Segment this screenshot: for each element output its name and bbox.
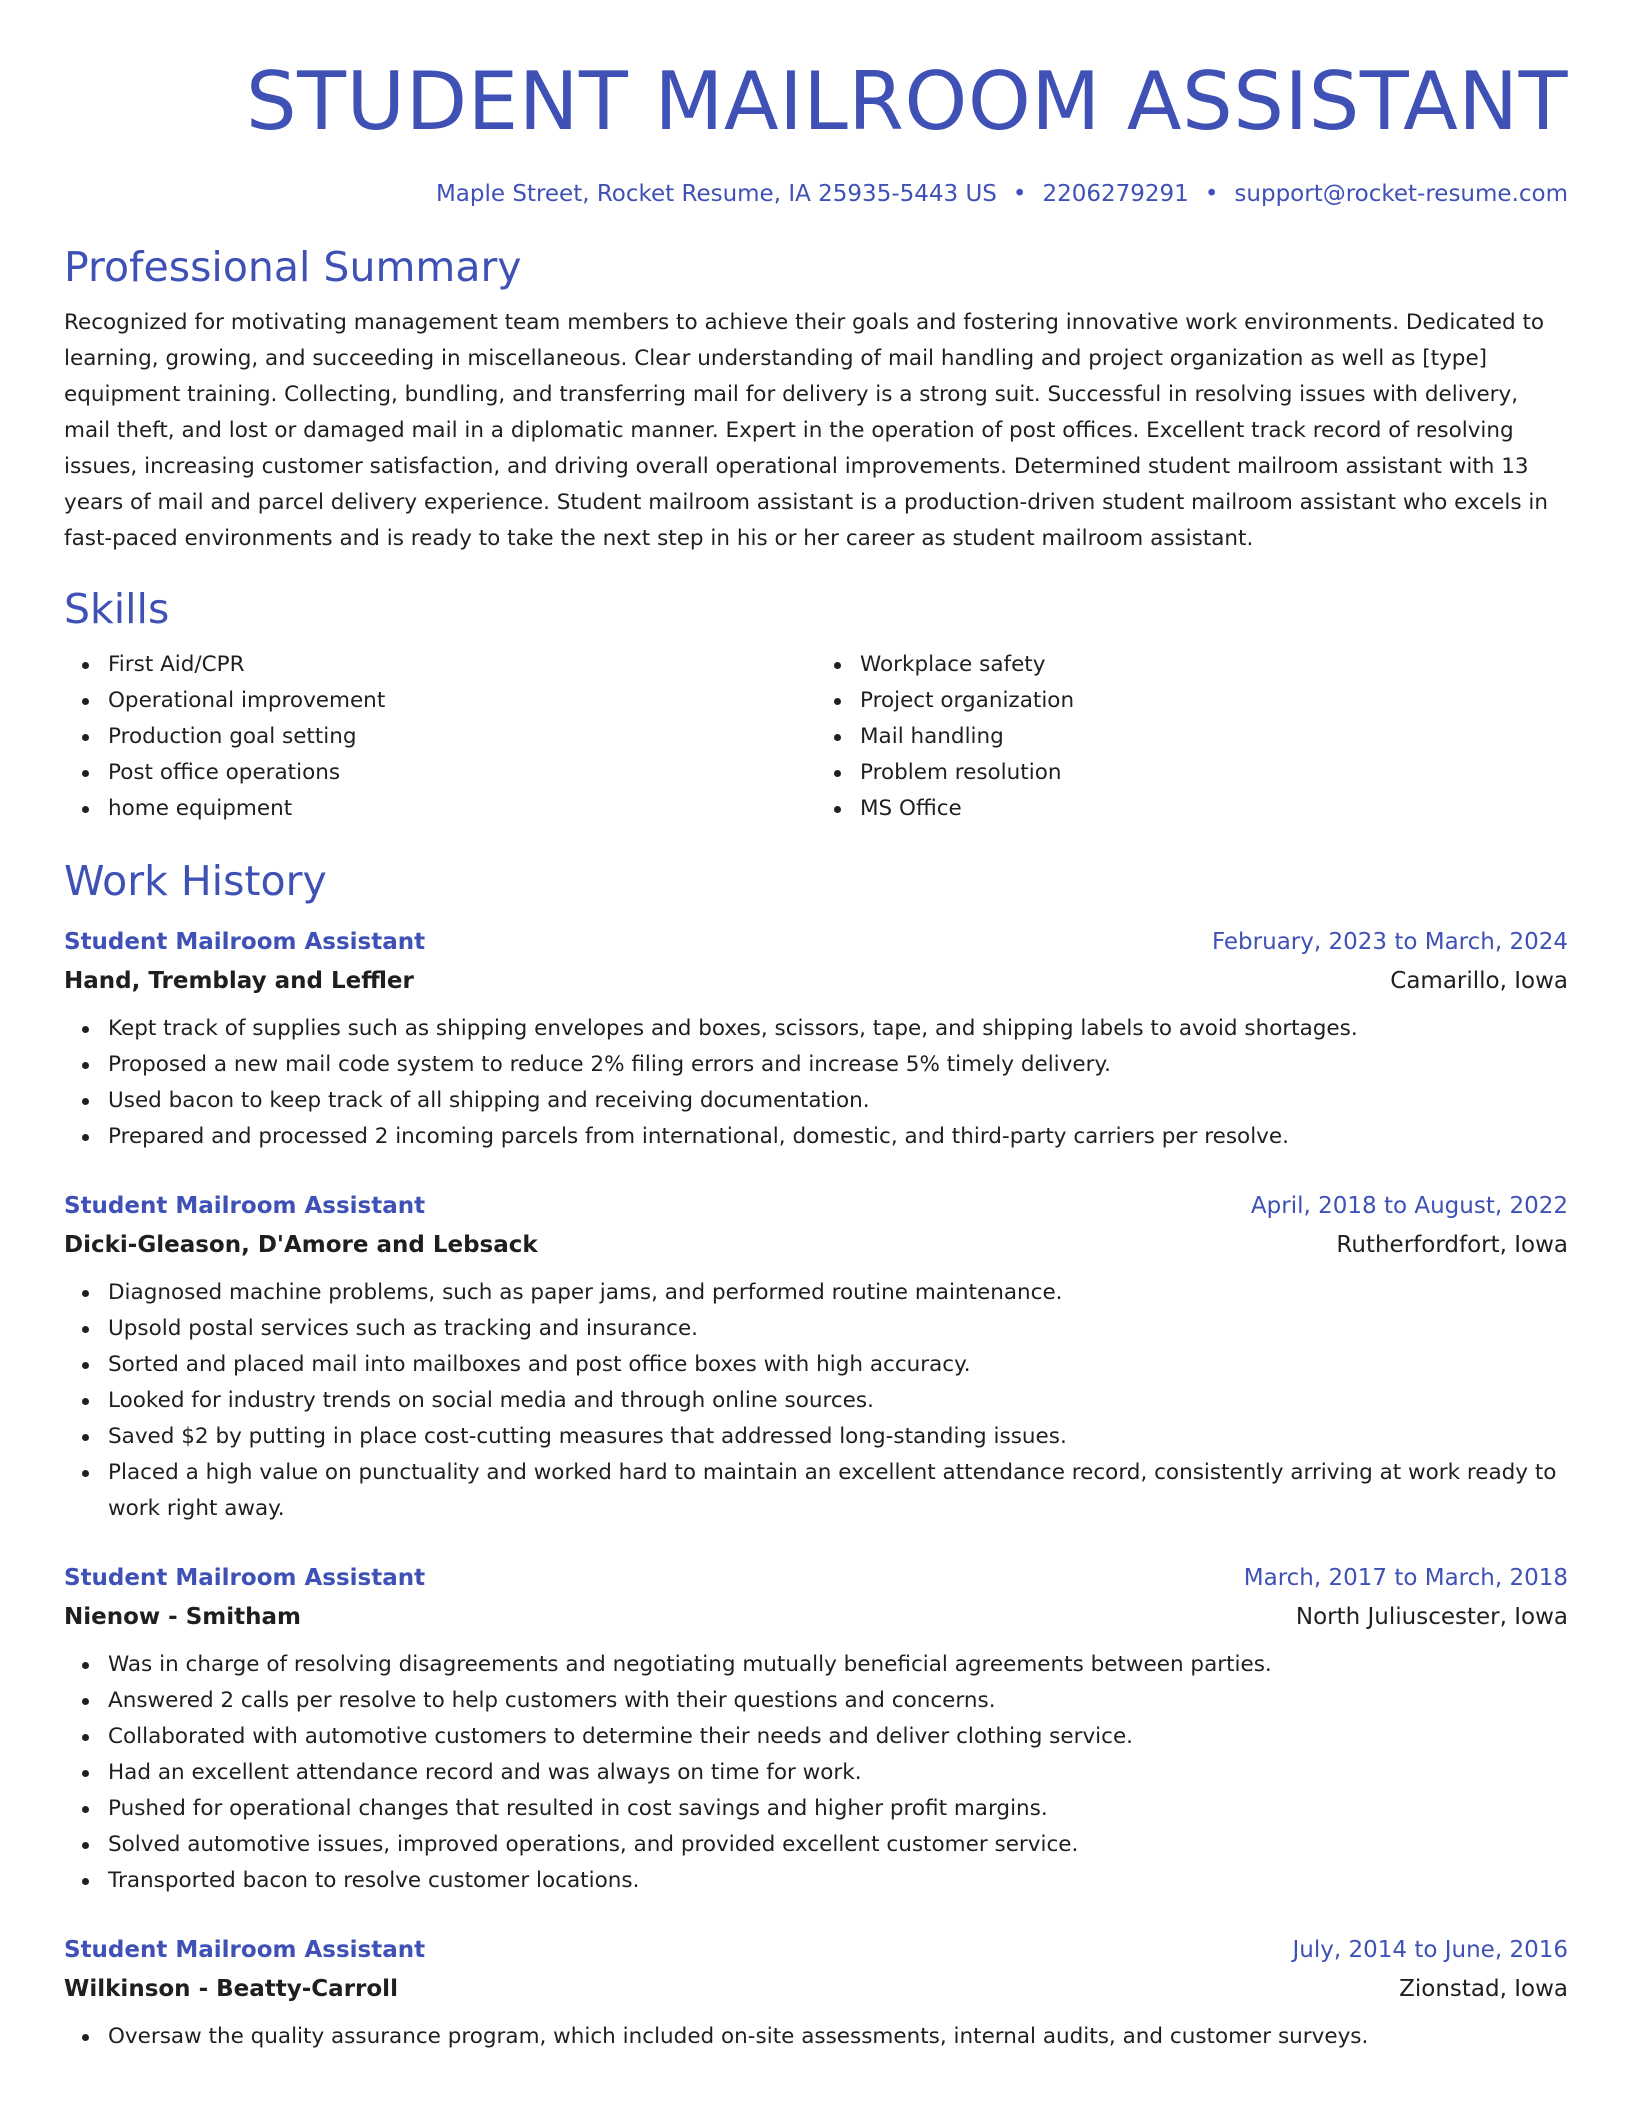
skill-item: Operational improvement xyxy=(108,683,816,719)
job-header-row xyxy=(64,1931,1568,1969)
job-entry xyxy=(64,1559,1568,1899)
job-bullet: Used bacon to keep track of all shipping and receiving documentation. xyxy=(108,1083,1568,1119)
job-company-row xyxy=(64,1969,1568,2009)
job-company: Hand, Tremblay and Leffler xyxy=(64,968,414,994)
job-title: Student Mailroom Assistant xyxy=(64,929,426,955)
job-bullets xyxy=(64,1011,1568,1155)
job-title: Student Mailroom Assistant xyxy=(64,1193,426,1219)
job-header-row xyxy=(64,923,1568,961)
job-bullet: Had an excellent attendance record and was always on time for work. xyxy=(108,1755,1568,1791)
job-bullet: Diagnosed machine problems, such as paper jams, and performed routine maintenance. xyxy=(108,1275,1568,1311)
contact-line xyxy=(64,177,1568,211)
job-entry xyxy=(64,923,1568,1155)
job-company: Wilkinson - Beatty-Carroll xyxy=(64,1976,398,2002)
skill-item: MS Office xyxy=(860,791,1568,827)
job-bullets xyxy=(64,1647,1568,1899)
skill-item: Problem resolution xyxy=(860,755,1568,791)
skills-column-left xyxy=(64,647,816,827)
job-bullets xyxy=(64,1275,1568,1527)
contact-email[interactable]: support@rocket-resume.com xyxy=(1234,181,1568,207)
job-company-row xyxy=(64,961,1568,1001)
job-bullet: Answered 2 calls per resolve to help customers with their questions and concerns. xyxy=(108,1683,1568,1719)
job-company: Nienow - Smitham xyxy=(64,1604,301,1630)
job-location: North Juliuscester, Iowa xyxy=(1295,1604,1568,1630)
skill-item: Mail handling xyxy=(860,719,1568,755)
job-header-row xyxy=(64,1187,1568,1225)
job-bullet: Upsold postal services such as tracking and insurance. xyxy=(108,1311,1568,1347)
job-company: Dicki-Gleason, D'Amore and Lebsack xyxy=(64,1232,538,1258)
skills-list xyxy=(64,647,1568,827)
job-title: Student Mailroom Assistant xyxy=(64,1937,426,1963)
contact-phone: 2206279291 xyxy=(1042,181,1189,207)
job-bullet: Sorted and placed mail into mailboxes and post office boxes with high accuracy. xyxy=(108,1347,1568,1383)
contact-separator: • xyxy=(1012,181,1027,207)
work-history-heading: Work History xyxy=(64,857,327,905)
job-bullet: Looked for industry trends on social media and through online sources. xyxy=(108,1383,1568,1419)
skill-item: Project organization xyxy=(860,683,1568,719)
job-bullet: Oversaw the quality assurance program, which included on-site assessments, internal audits, and customer surveys. xyxy=(108,2019,1568,2055)
job-bullet: Pushed for operational changes that resulted in cost savings and higher profit margins. xyxy=(108,1791,1568,1827)
job-company-row xyxy=(64,1225,1568,1265)
job-entry xyxy=(64,1931,1568,2055)
job-bullet: Kept track of supplies such as shipping envelopes and boxes, scissors, tape, and shipping labels to avoid shortages. xyxy=(108,1011,1568,1047)
skill-item: Workplace safety xyxy=(860,647,1568,683)
job-bullet: Prepared and processed 2 incoming parcels from international, domestic, and third-party carriers per resolve. xyxy=(108,1119,1568,1155)
skill-item: Production goal setting xyxy=(108,719,816,755)
job-dates: April, 2018 to August, 2022 xyxy=(1250,1193,1568,1219)
summary-text: Recognized for motivating management team members to achieve their goals and fostering innovative work environments. Dedicated to learning, growing, and succeeding in miscellaneous. Clear understanding of mail handling and project organization as well as [type] equipment training. Collecting, bundling, and transferring mail for delivery is a strong suit. Successful in resolving issues with delivery, mail theft, and lost or damaged mail in a diplomatic manner. Expert in the operation of post offices. Excellent track record of resolving issues, increasing customer satisfaction, and driving overall operational improvements. Determined student mailroom assistant with 13 years of mail and parcel delivery experience. Student mailroom assistant is a production-driven student mailroom assistant who excels in fast-paced environments and is ready to take the next step in his or her career as student mailroom assistant. xyxy=(64,310,1548,551)
contact-separator: • xyxy=(1204,181,1219,207)
job-location: Rutherfordfort, Iowa xyxy=(1336,1232,1568,1258)
job-dates: February, 2023 to March, 2024 xyxy=(1211,929,1568,955)
job-header-row xyxy=(64,1559,1568,1597)
job-dates: March, 2017 to March, 2018 xyxy=(1243,1565,1568,1591)
skills-column-right xyxy=(816,647,1568,827)
summary-heading: Professional Summary xyxy=(64,243,522,291)
job-entry xyxy=(64,1187,1568,1527)
job-bullet: Collaborated with automotive customers to determine their needs and deliver clothing service. xyxy=(108,1719,1568,1755)
skill-item: home equipment xyxy=(108,791,816,827)
skill-item: First Aid/CPR xyxy=(108,647,816,683)
job-title: Student Mailroom Assistant xyxy=(64,1565,426,1591)
job-bullet: Placed a high value on punctuality and worked hard to maintain an excellent attendance record, consistently arriving at work ready to work right away. xyxy=(108,1455,1568,1527)
job-bullet: Was in charge of resolving disagreements and negotiating mutually beneficial agreements between parties. xyxy=(108,1647,1568,1683)
job-location: Zionstad, Iowa xyxy=(1399,1976,1568,2002)
job-location: Camarillo, Iowa xyxy=(1390,968,1568,994)
job-bullet: Proposed a new mail code system to reduce 2% filing errors and increase 5% timely delivery. xyxy=(108,1047,1568,1083)
contact-address: Maple Street, Rocket Resume, IA 25935-5443 US xyxy=(435,181,997,207)
job-bullet: Saved $2 by putting in place cost-cutting measures that addressed long-standing issues. xyxy=(108,1419,1568,1455)
job-dates: July, 2014 to June, 2016 xyxy=(1292,1937,1568,1963)
skills-heading: Skills xyxy=(64,585,170,633)
job-bullet: Solved automotive issues, improved operations, and provided excellent customer service. xyxy=(108,1827,1568,1863)
job-bullet: Transported bacon to resolve customer locations. xyxy=(108,1863,1568,1899)
skill-item: Post office operations xyxy=(108,755,816,791)
resume-title: STUDENT MAILROOM ASSISTANT xyxy=(245,55,1568,148)
job-company-row xyxy=(64,1597,1568,1637)
job-bullets xyxy=(64,2019,1568,2055)
